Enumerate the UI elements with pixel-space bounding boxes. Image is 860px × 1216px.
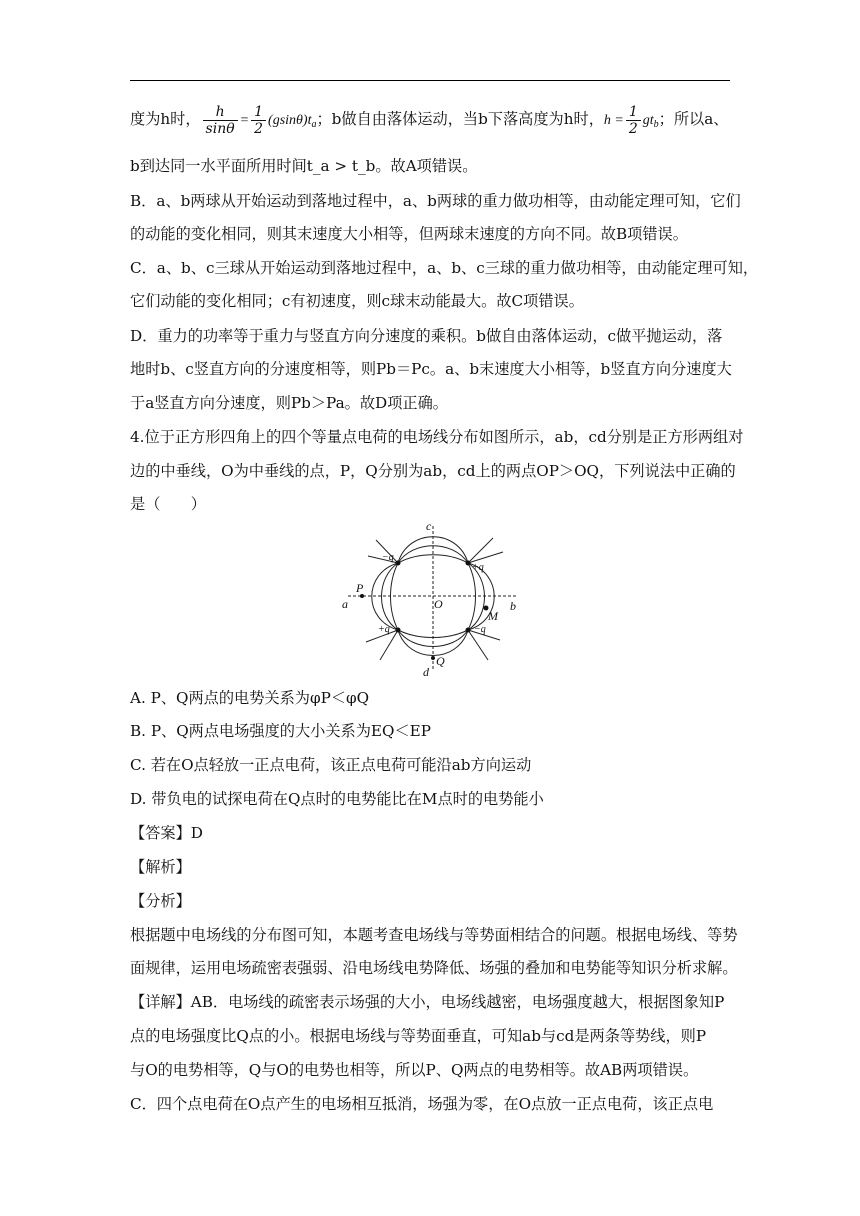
equals-sign: = <box>239 113 250 128</box>
label-o: O <box>434 597 443 611</box>
header-rule <box>130 80 730 81</box>
text-line: 面规律，运用电场疏密表强弱、沿电场线电势降低、场强的叠加和电势能等知识分析求解。 <box>130 959 738 977</box>
charge-dot <box>466 561 471 566</box>
text-line: 【详解】AB．电场线的疏密表示场强的大小，电场线越密，电场强度越大，根据图象知P <box>130 993 725 1011</box>
math-expression-2: gt <box>642 113 654 128</box>
label-charge: +q <box>472 562 484 573</box>
question-line: 是（ ） <box>130 495 206 513</box>
label-p: P <box>356 581 364 595</box>
analysis-subheading: 【分析】 <box>130 892 191 910</box>
text-fragment: ；b做自由落体运动，当b下落高度为h时， <box>316 110 604 128</box>
option-d: D. 带负电的试探电荷在Q点时的电势能比在M点时的电势能小 <box>130 790 544 808</box>
label-b: b <box>510 599 516 613</box>
label-m: M <box>488 609 498 623</box>
fraction-h-over-sin: $\frac{h}{\sin\theta}$ <box>203 104 238 137</box>
text-line: 它们动能的变化相同；c有初速度，则c球末动能最大。故C项错误。 <box>130 292 584 310</box>
text-line: 的动能的变化相同，则其末速度大小相等，但两球末速度的方向不同。故B项错误。 <box>130 225 688 243</box>
text-line: b到达同一水平面所用时间t_a > t_b。故A项错误。 <box>130 157 478 175</box>
text-line: 与O的电势相等，Q与O的电势也相等，所以P、Q两点的电势相等。故AB两项错误。 <box>130 1061 699 1079</box>
question-line: 边的中垂线，O为中垂线的点，P，Q分别为ab，cd上的两点OP＞OQ，下列说法中正确的 <box>130 462 736 480</box>
label-q: Q <box>436 654 445 668</box>
math-expression-1: (gsinθ)t <box>268 113 312 128</box>
field-line <box>398 537 468 563</box>
analysis-heading: 【解析】 <box>130 858 191 876</box>
question-line: 4.位于正方形四角上的四个等量点电荷的电场线分布如图所示，ab，cd分别是正方形两组对 <box>130 428 744 446</box>
charge-dot <box>396 561 401 566</box>
answer-heading: 【答案】D <box>130 824 203 842</box>
label-charge: −q <box>382 552 394 563</box>
point-q-dot <box>431 656 435 660</box>
text-line-1 <box>130 100 730 144</box>
label-charge: +q <box>378 624 390 635</box>
math-h-eq: h = <box>603 113 624 128</box>
text-line: B．a、b两球从开始运动到落地过程中，a、b两球的重力做功相等，由动能定理可知，它们 <box>130 192 741 210</box>
text-line: 根据题中电场线的分布图可知，本题考查电场线与等势面相结合的问题。根据电场线、等势 <box>130 926 738 944</box>
option-c: C. 若在O点轻放一正点电荷，该正点电荷可能沿ab方向运动 <box>130 756 532 774</box>
text-line: C．a、b、c三球从开始运动到落地过程中，a、b、c三球的重力做功相等，由动能定理可知， <box>130 259 759 277</box>
charge-dot <box>396 628 401 633</box>
label-d: d <box>423 665 429 678</box>
label-c: c <box>426 519 432 533</box>
text-line: 于a竖直方向分速度，则Pb＞Pa。故D项正确。 <box>130 394 448 412</box>
text-fragment: ；所以a、 <box>658 110 729 128</box>
text-line: C．四个点电荷在O点产生的电场相互抵消，场强为零，在O点放一正点电荷，该正点电 <box>130 1095 714 1113</box>
text-line: D．重力的功率等于重力与竖直方向分速度的乘积。b做自由落体运动，c做平抛运动，落 <box>130 327 723 345</box>
label-charge: −q <box>474 624 486 635</box>
fraction-half: $\frac{1}{2}$ <box>251 104 266 137</box>
fraction-half-2: $\frac{1}{2}$ <box>626 104 641 137</box>
text-line: 点的电场强度比Q点的小。根据电场线与等势面垂直，可知ab与cd是两条等势线，则P <box>130 1027 707 1045</box>
label-a: a <box>342 597 348 611</box>
charge-dot <box>466 628 471 633</box>
subscript-b: b <box>653 119 659 130</box>
subscript-a: a <box>311 119 317 130</box>
option-a: A. P、Q两点的电势关系为φP＜φQ <box>130 689 370 707</box>
electric-field-figure <box>338 518 528 678</box>
text-fragment: 度为h时， <box>130 110 201 128</box>
text-line: 地时b、c竖直方向的分速度相等，则Pb＝Pc。a、b末速度大小相等，b竖直方向分速度大 <box>130 360 732 378</box>
option-b: B. P、Q两点电场强度的大小关系为EQ＜EP <box>130 722 431 740</box>
